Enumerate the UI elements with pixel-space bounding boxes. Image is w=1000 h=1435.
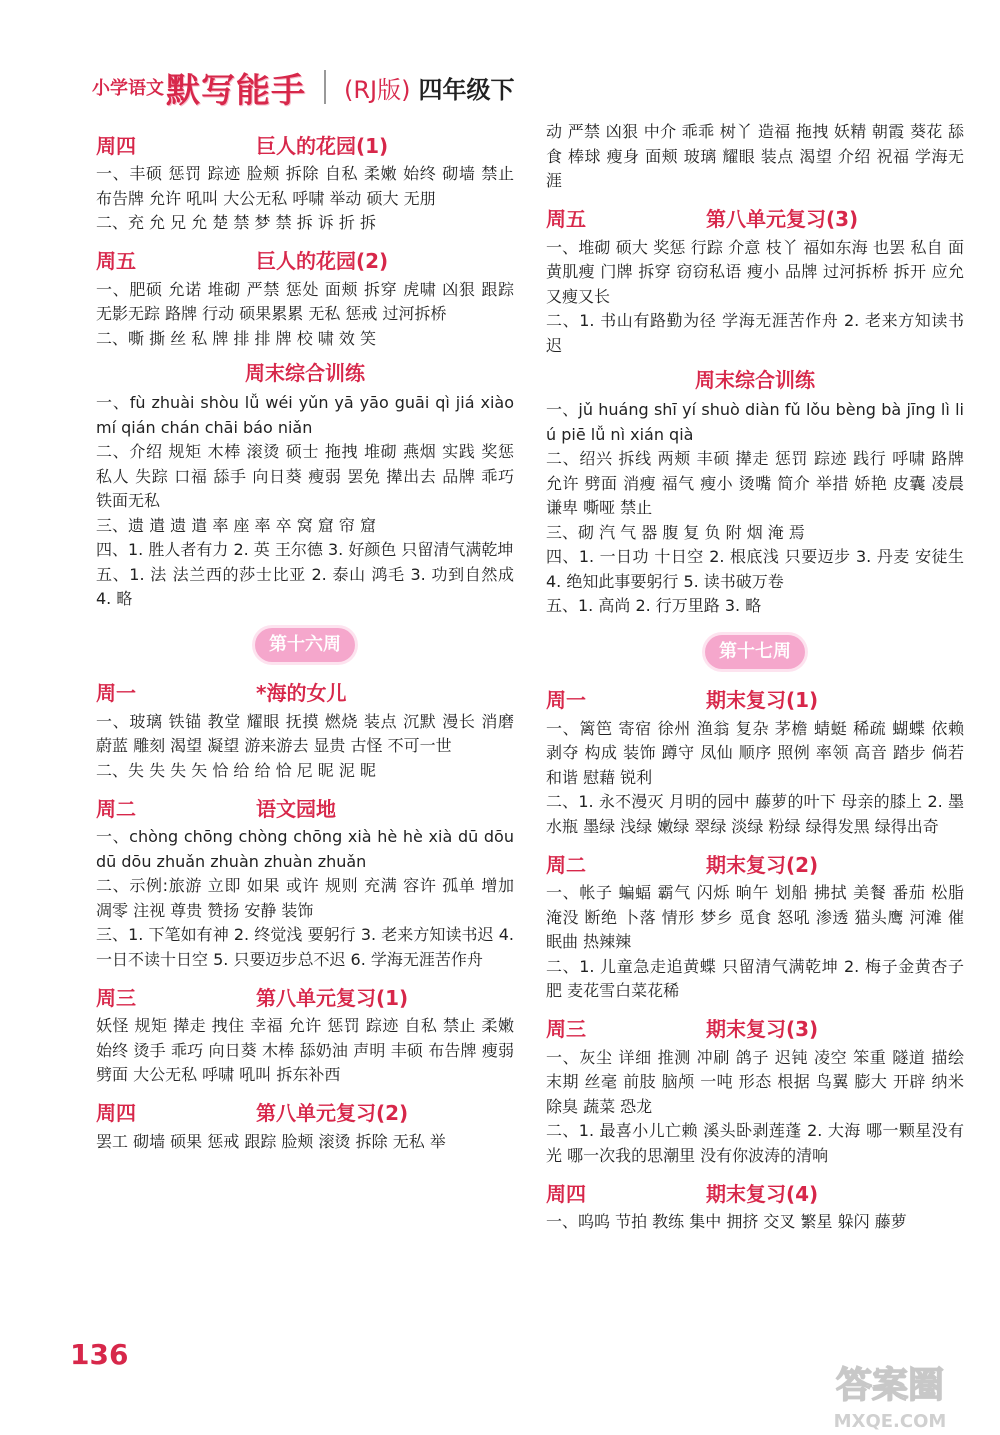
answer-line: 二、1. 最喜小儿亡赖 溪头卧剥莲蓬 2. 大海 哪一颗星没有光 哪一次我的思潮里 没有你波涛的清响 bbox=[546, 1121, 964, 1165]
answer-line: 一、呜呜 节拍 教练 集中 拥挤 交叉 繁星 躲闪 藤萝 bbox=[546, 1212, 907, 1231]
answer-block bbox=[96, 1014, 514, 1088]
lesson-day: 周二 bbox=[96, 796, 136, 821]
lesson-day: 周三 bbox=[96, 985, 136, 1010]
answer-block bbox=[546, 881, 964, 1004]
lesson-title: *海的女儿 bbox=[256, 681, 347, 705]
grade-label: 四年级下 bbox=[418, 75, 515, 104]
lesson-heading bbox=[96, 1094, 514, 1130]
answer-line: 二、介绍 规矩 木棒 滚烫 硕士 拖拽 堆砌 燕烟 实践 奖惩 私人 失踪 口福 舔手 向日葵 瘦弱 罢免 撵出去 品牌 乖巧 铁面无私 bbox=[96, 442, 514, 510]
series-prefix: 小学语文 bbox=[92, 78, 164, 99]
answer-block bbox=[96, 710, 514, 784]
lesson-title: 第八单元复习(1) bbox=[256, 985, 409, 1010]
answer-line: 五、1. 法 法兰西的莎士比亚 2. 泰山 鸿毛 3. 功到自然成 4. 略 bbox=[96, 564, 514, 608]
svg-text:答案圈: 答案圈 bbox=[835, 1365, 945, 1406]
lesson-day: 周一 bbox=[546, 688, 586, 712]
lesson-heading bbox=[96, 978, 514, 1014]
lesson-day: 周三 bbox=[546, 1017, 586, 1041]
answer-line: 二、1. 儿童急走追黄蝶 只留清气满乾坤 2. 梅子金黄杏子肥 麦花雪白菜花稀 bbox=[546, 956, 964, 1000]
lesson-title: 第八单元复习(3) bbox=[706, 207, 859, 231]
answer-line: 四、1. 一日功 十日空 2. 根底浅 只要迈步 3. 丹麦 安徒生 4. 绝知此事要躬行 5. 读书破万卷 bbox=[546, 547, 964, 591]
answer-line: 一、篱笆 寄宿 徐州 渔翁 复杂 茅檐 蜻蜓 稀疏 蝴蝶 依赖 剥夺 构成 装饰 蹲守 凤仙 顺序 照例 率领 高音 踏步 倘若 和谐 慰藉 锐利 bbox=[546, 718, 964, 787]
answer-line: 妖怪 规矩 撵走 拽住 幸福 允许 惩罚 踪迹 自私 禁止 柔嫩 始终 烫手 乖巧 向日葵 木棒 舔奶油 声明 丰硕 布告牌 瘦弱 劈面 大公无私 呼啸 吼叫 拆东补西 bbox=[96, 1016, 514, 1084]
answer-line: 罢工 砌墙 硕果 惩戒 跟踪 脸颊 滚烫 拆除 无私 举 bbox=[96, 1131, 446, 1151]
lesson-day: 周四 bbox=[96, 1101, 136, 1125]
edition-label: (RJ版) bbox=[344, 75, 411, 104]
svg-text:MXQE.COM: MXQE.COM bbox=[833, 1411, 947, 1432]
answer-block bbox=[546, 120, 964, 194]
lesson-heading bbox=[96, 789, 514, 825]
answer-line: 一、jǔ huáng shī yí shuò diàn fǔ lǒu bèng bà jīng lì liú piē lǚ nì xián qià bbox=[546, 400, 964, 444]
answer-line: 三、1. 下笔如有神 2. 终觉浅 要躬行 3. 老来方知读书迟 4. 一日不读十日空 5. 只要迈步总不迟 6. 学海无涯苦作舟 bbox=[96, 925, 514, 969]
lesson-heading bbox=[96, 674, 514, 710]
answer-line: 一、肥硕 允诺 堆砌 严禁 惩处 面颊 拆穿 虎啸 凶狠 跟踪 无影无踪 路牌 行动 硕果累累 无私 惩戒 过河拆桥 bbox=[96, 279, 514, 323]
answer-block bbox=[546, 717, 964, 840]
lesson-heading bbox=[546, 200, 964, 236]
lesson-day: 周四 bbox=[96, 133, 136, 158]
answer-block bbox=[546, 236, 964, 359]
lesson-title: 期末复习(1) bbox=[706, 688, 819, 712]
answer-line: 三、砌 汽 气 器 腹 复 负 附 烟 淹 焉 bbox=[546, 522, 805, 542]
answer-block bbox=[96, 278, 514, 352]
lesson-day: 周五 bbox=[96, 249, 136, 273]
page-number: 136 bbox=[70, 1338, 129, 1371]
lesson-heading bbox=[96, 242, 514, 278]
answer-block bbox=[546, 1210, 964, 1235]
lesson-day: 周一 bbox=[96, 681, 136, 705]
lesson-day: 周二 bbox=[546, 852, 586, 877]
answer-block bbox=[96, 162, 514, 236]
lesson-title: 语文园地 bbox=[256, 796, 336, 821]
answer-line: 二、绍兴 拆线 两颊 丰硕 撵走 惩罚 踪迹 践行 呼啸 路牌 允许 劈面 消瘦 福气 瘦小 烫嘴 简介 举措 娇艳 皮囊 凌晨 谦卑 嘶哑 禁止 bbox=[546, 449, 964, 517]
lesson-title: 巨人的花园(2) bbox=[256, 249, 389, 273]
answer-line: 一、chòng chōng chòng chōng xià hè hè xià dū dōu dū dōu zhuǎn zhuàn zhuàn zhuǎn bbox=[96, 827, 514, 871]
answer-line: 二、失 失 失 矢 恰 给 给 恰 尼 昵 泥 昵 bbox=[96, 760, 376, 780]
weekend-review-title: 周末综合训练 bbox=[695, 368, 815, 392]
answer-block bbox=[96, 391, 514, 612]
lesson-title: 第八单元复习(2) bbox=[256, 1101, 409, 1125]
answer-block bbox=[96, 1130, 514, 1155]
watermark-logo bbox=[790, 1355, 990, 1435]
answer-line: 二、充 允 兄 允 楚 禁 梦 禁 拆 诉 折 拆 bbox=[96, 213, 376, 232]
answer-line: 五、1. 高尚 2. 行万里路 3. 略 bbox=[546, 596, 762, 615]
lesson-day: 周五 bbox=[546, 207, 586, 231]
left-column bbox=[96, 120, 514, 1154]
lesson-title: 期末复习(3) bbox=[706, 1017, 819, 1041]
answer-line: 一、fù zhuài shòu lǚ wéi yǔn yā yāo guāi qì jiá xiào mí qián chán chāi báo niǎn bbox=[96, 393, 514, 437]
book-header bbox=[92, 62, 514, 112]
lesson-title: 期末复习(4) bbox=[706, 1181, 819, 1206]
lesson-heading bbox=[546, 845, 964, 881]
lesson-title: 期末复习(2) bbox=[706, 852, 819, 877]
answer-line: 一、丰硕 惩罚 踪迹 脸颊 拆除 自私 柔嫩 始终 砌墙 禁止 布告牌 允许 吼叫 大公无私 呼啸 举动 硕大 无朋 bbox=[96, 164, 514, 208]
answer-line: 动 严禁 凶狠 中介 乖乖 树丫 造福 拖拽 妖精 朝霞 葵花 舔食 棒球 瘦身 面颊 玻璃 耀眼 装点 渴望 介绍 祝福 学海无涯 bbox=[546, 122, 964, 190]
answer-line: 二、1. 永不漫灭 月明的园中 藤萝的叶下 母亲的膝上 2. 墨水瓶 墨绿 浅绿 嫩绿 翠绿 淡绿 粉绿 绿得发黑 绿得出奇 bbox=[546, 792, 964, 836]
week-badge: 第十六周 bbox=[255, 628, 355, 662]
answer-line: 二、嘶 撕 丝 私 牌 排 排 牌 校 啸 效 笑 bbox=[96, 328, 376, 348]
header-divider bbox=[324, 70, 326, 104]
lesson-day: 周四 bbox=[546, 1181, 586, 1206]
lesson-title: 巨人的花园(1) bbox=[256, 133, 389, 158]
answer-line: 四、1. 胜人者有力 2. 英 王尔德 3. 好颜色 只留清气满乾坤 bbox=[96, 540, 514, 559]
lesson-heading bbox=[546, 681, 964, 717]
answer-line: 一、玻璃 铁锚 教堂 耀眼 抚摸 燃烧 装点 沉默 漫长 消磨 蔚蓝 雕刻 渴望 凝望 游来游去 显贵 古怪 不可一世 bbox=[96, 711, 514, 755]
answer-line: 二、1. 书山有路勤为径 学海无涯苦作舟 2. 老来方知读书迟 bbox=[546, 311, 964, 355]
answer-block bbox=[96, 825, 514, 972]
answer-block bbox=[546, 398, 964, 619]
right-column bbox=[546, 120, 964, 1235]
weekend-review-title: 周末综合训练 bbox=[245, 361, 365, 385]
week-badge: 第十七周 bbox=[705, 635, 805, 669]
lesson-heading bbox=[546, 1174, 964, 1210]
answer-line: 一、帐子 蝙蝠 霸气 闪烁 晌午 划船 拂拭 美餐 番茄 松脂 淹没 断绝 卜落 情形 梦乡 觅食 怒吼 渗透 猫头鹰 河滩 催眠曲 热辣辣 bbox=[546, 883, 964, 951]
answer-block bbox=[546, 1046, 964, 1169]
lesson-heading bbox=[96, 126, 514, 162]
lesson-heading bbox=[546, 1010, 964, 1046]
answer-line: 一、堆砌 硕大 奖惩 行踪 介意 枝丫 福如东海 也罢 私自 面黄肌瘦 门牌 拆穿 窃窃私语 瘦小 品牌 过河拆桥 拆开 应允 又瘦又长 bbox=[546, 237, 964, 306]
answer-line: 一、灰尘 详细 推测 冲刷 鸽子 迟钝 凌空 笨重 隧道 描绘 末期 丝毫 前肢 脑颅 一吨 形态 根据 鸟翼 膨大 开辟 纳米 除臭 蔬菜 恐龙 bbox=[546, 1047, 964, 1116]
answer-line: 二、示例:旅游 立即 如果 或许 规则 充满 容许 孤单 增加 凋零 注视 尊贵 赞扬 安静 装饰 bbox=[96, 876, 514, 920]
series-title: 默写能手 bbox=[166, 70, 306, 111]
answer-line: 三、遗 遣 遗 遣 率 座 率 卒 窝 窟 帘 窟 bbox=[96, 515, 376, 535]
